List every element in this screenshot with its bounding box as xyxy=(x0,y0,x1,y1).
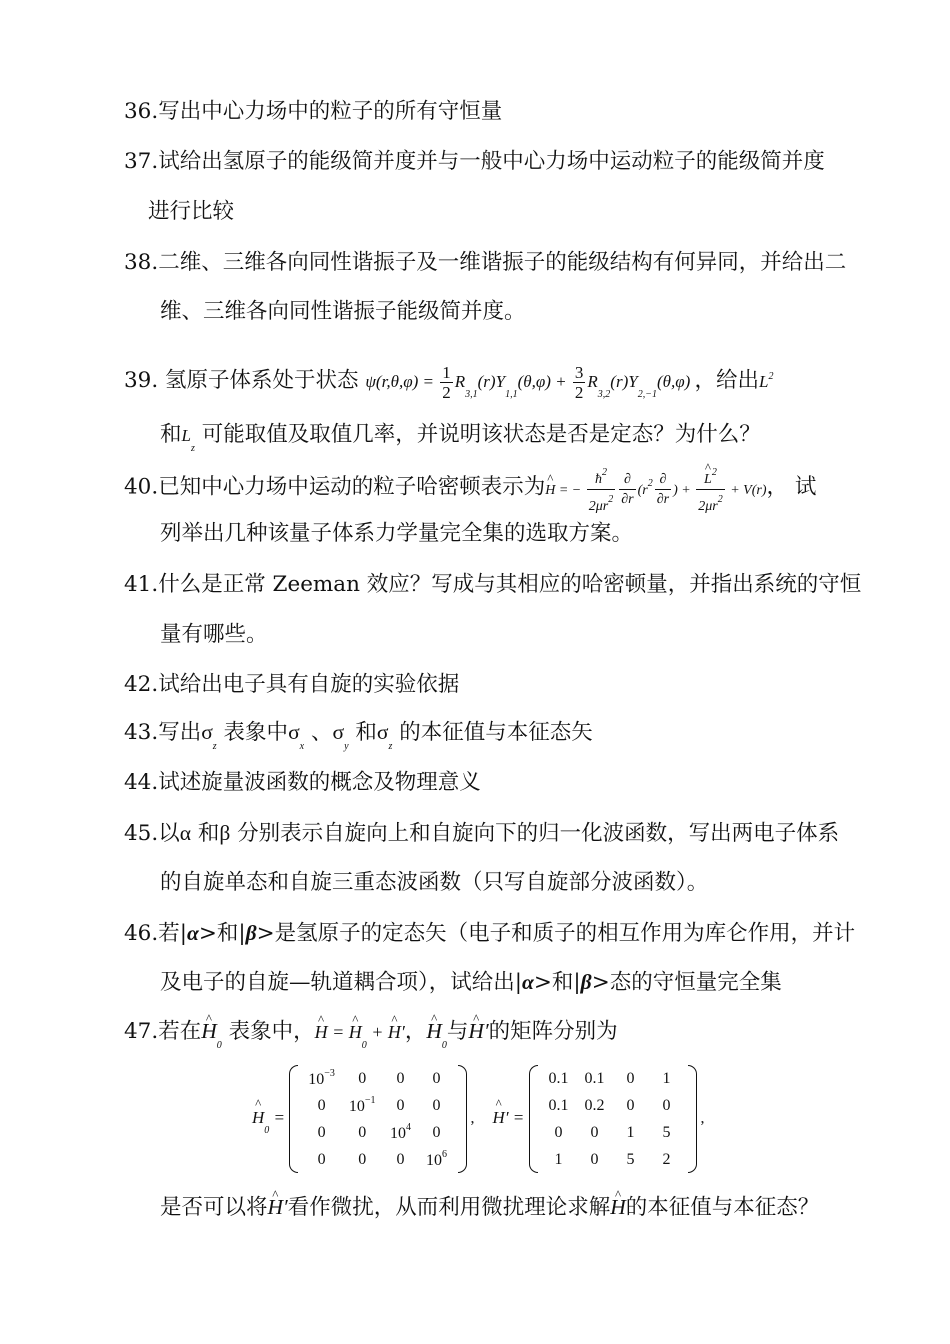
q46-c: >是氢原子的定态矢（电子和质子的相互作用为库仑作用，并计 xyxy=(256,921,856,946)
hprime-matrix-label: ^ H′ = xyxy=(493,1108,529,1127)
question-39-line2-text: 可能取值及取值几率，并说明该状态是否是定态？为什么？ xyxy=(201,422,761,447)
question-40-suffix: ， 试 xyxy=(766,474,817,500)
question-39-line2-and: 和 xyxy=(160,422,182,447)
q43-b: 表象中 xyxy=(223,720,289,745)
alpha-ket-2: α xyxy=(522,970,534,994)
h-split-equation: ^ H = ^ $H_0$ + ^ H′ xyxy=(315,1022,405,1042)
question-40-line1 xyxy=(124,464,816,517)
question-39-line2 xyxy=(160,420,761,464)
question-39-line1 xyxy=(124,362,774,410)
hprime-symbol-2: ^ H′ xyxy=(268,1195,288,1219)
question-39-prefix: 39. 氢原子体系处于状态 xyxy=(124,368,359,393)
alpha-symbol: α xyxy=(179,821,191,845)
q45-b: 和 xyxy=(197,821,220,846)
q47-tail-b: 看作微扰，从而利用微扰理论求解 xyxy=(287,1195,611,1220)
beta-ket: β xyxy=(245,921,257,945)
question-47-line1 xyxy=(124,1016,618,1061)
hprime-matrix: 0.1 0.1 0 1 0.1 0.2 0 0 0 0 1 5 1 0 5 2 xyxy=(529,1065,697,1173)
h-symbol: ^ H xyxy=(610,1195,626,1219)
h0-symbol: ^ $H_0$ xyxy=(201,1019,222,1043)
q43-a: 43.写出 xyxy=(124,720,202,745)
question-46-line1 xyxy=(124,918,855,949)
q47-c: ， xyxy=(404,1019,427,1044)
beta-ket-2: β xyxy=(580,970,592,994)
q45-a: 45.以 xyxy=(124,821,180,846)
question-46-line2 xyxy=(160,967,782,998)
question-41-line2: 量有哪些。 xyxy=(160,622,268,647)
question-39-suffix: ，给出 xyxy=(694,368,760,393)
question-36: 36.写出中心力场中的粒子的所有守恒量 xyxy=(124,99,503,124)
h0-matrix-block: ^ $H_0$ = $10^{-3}$ 0 0 0 0 $10^{-1}$ 0 0 0 0 $10^4$ 0 0 0 0 $10^6$ , ^ H′ = 0.1 0.1 0 1 0.1 0.2 0 0 0 0 1 5 1 0 5 2 , xyxy=(252,1065,705,1173)
question-37-line1: 37.试给出氢原子的能级简并度并与一般中心力场中运动粒子的能级简并度 xyxy=(124,149,825,174)
question-45-line2: 的自旋单态和自旋三重态波函数（只写自旋部分波函数）。 xyxy=(160,870,709,895)
h0-matrix: $10^{-3}$ 0 0 0 0 $10^{-1}$ 0 0 0 0 $10^4$ 0 0 0 0 $10^6$ xyxy=(289,1065,466,1173)
beta-symbol: β xyxy=(219,821,231,845)
question-40-hamiltonian: ^ H = − $\frac{ħ^2}{2\mu r^2}$ $\frac{\partial}{\partial r}$ ($r^2$ $\frac{\partial}{\partial r}$ ) + ^ $\frac{L^2}{2\mu r^2}$ + V(r) xyxy=(545,483,766,498)
lz-symbol: $L_z$ xyxy=(181,426,195,454)
question-38-line1: 38.二维、三维各向同性谐振子及一维谐振子的能级结构有何异同，并给出二 xyxy=(124,250,847,275)
question-40-line2: 列举出几种该量子体系力学量完全集的选取方案。 xyxy=(160,521,634,546)
q46-l2c: >态的守恒量完全集 xyxy=(591,970,782,995)
sigma-z-symbol-2: $\sigma_z$ xyxy=(376,720,393,752)
q43-c: 、 xyxy=(310,720,333,745)
alpha-ket: α xyxy=(186,921,199,945)
l-squared-symbol: $L^2$ xyxy=(759,371,774,391)
q47-d: 与 xyxy=(446,1019,469,1044)
q43-d: 和 xyxy=(355,720,377,745)
q47-a: 47.若在 xyxy=(124,1019,202,1044)
question-43 xyxy=(124,717,593,762)
sigma-y-symbol: $\sigma_y$ xyxy=(332,720,349,752)
question-38-line2: 维、三维各向同性谐振子能级简并度。 xyxy=(160,299,526,324)
question-40-prefix: 40.已知中心力场中运动的粒子哈密顿表示为 xyxy=(124,474,546,500)
q46-a: 46.若| xyxy=(124,921,187,946)
question-42: 42.试给出电子具有自旋的实验依据 xyxy=(124,672,460,697)
q46-l2a: 及电子的自旋—轨道耦合项），试给出| xyxy=(160,970,522,995)
h0-matrix-label: ^ $H_0$ = xyxy=(252,1108,289,1127)
question-41-line1: 41.什么是正常 Zeeman 效应？写成与其相应的哈密顿量，并指出系统的守恒 xyxy=(124,572,862,597)
q46-l2b: >和| xyxy=(533,970,581,995)
q47-tail-c: 的本征值与本征态？ xyxy=(625,1195,820,1220)
sigma-x-symbol: $\sigma_x$ xyxy=(288,720,305,752)
hprime-symbol: ^ H′ xyxy=(468,1019,488,1043)
q47-e: 的矩阵分别为 xyxy=(488,1019,618,1044)
question-39-wavefunction: ψ(r,θ,φ) = $\frac{1}{2}$ $R_{3,1}(r)Y_{1,1}(\theta,\varphi)$ + $\frac{3}{2}$ $R_{3,2}(r)Y_{2,-1}(\theta,\varphi)$ xyxy=(365,362,695,402)
question-45-line1 xyxy=(124,818,839,849)
q43-e: 的本征值与本征态矢 xyxy=(399,720,593,745)
question-47-tail xyxy=(160,1192,819,1223)
question-37-line2: 进行比较 xyxy=(148,199,235,224)
sigma-z-symbol: $\sigma_z$ xyxy=(201,720,217,752)
question-44: 44.试述旋量波函数的概念及物理意义 xyxy=(124,770,481,795)
h0-symbol-2: ^ $H_0$ xyxy=(426,1019,447,1043)
q45-c: 分别表示自旋向上和自旋向下的归一化波函数，写出两电子体系 xyxy=(237,821,840,846)
q47-b: 表象中， xyxy=(228,1019,315,1044)
q46-b: >和| xyxy=(198,921,246,946)
q47-tail-a: 是否可以将 xyxy=(160,1195,268,1220)
